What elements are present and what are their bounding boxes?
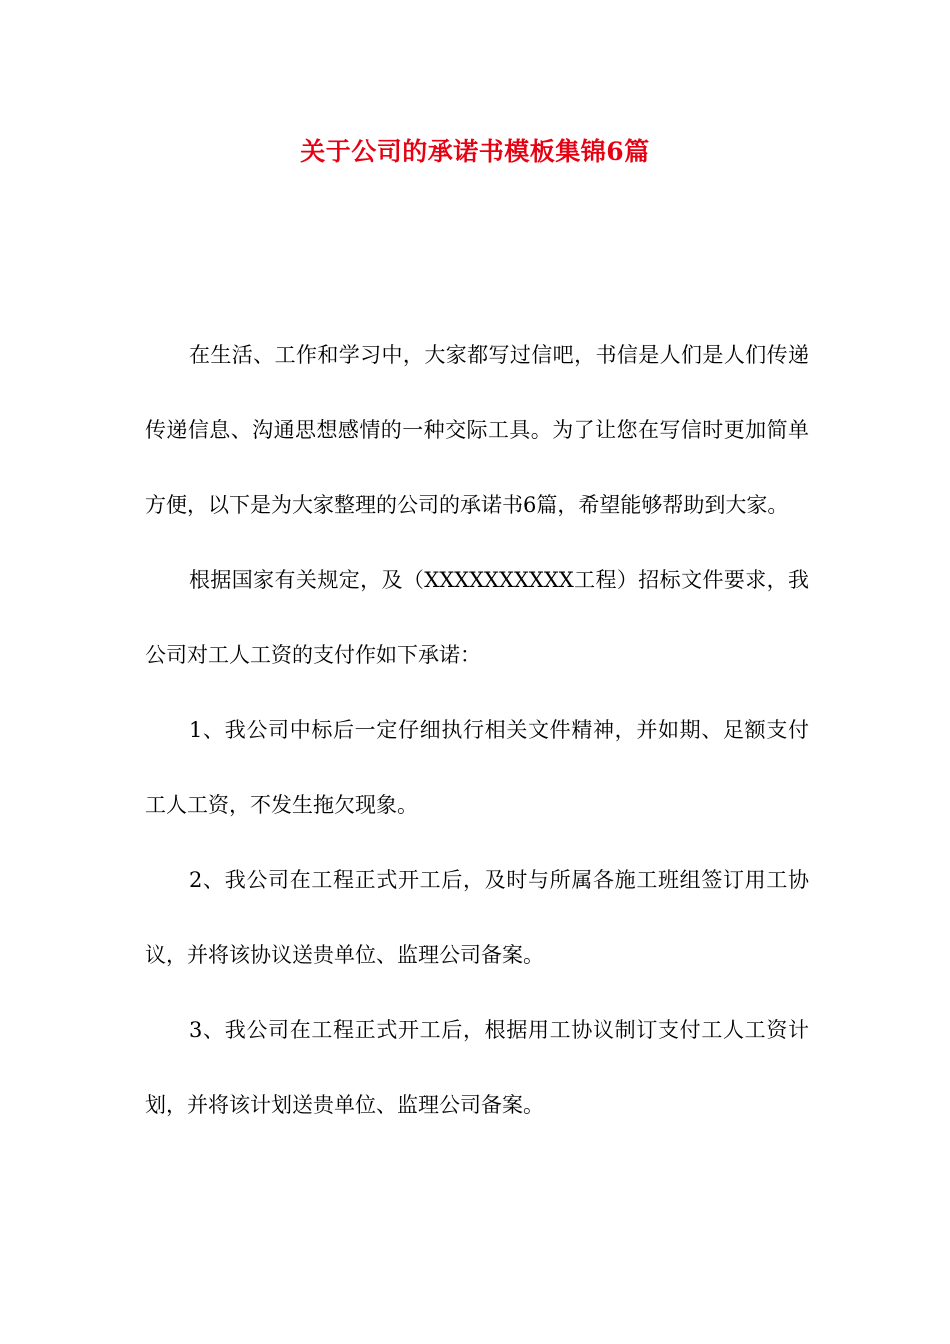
document-body [145, 318, 809, 1143]
paragraph-commitment-preamble: 根据国家有关规定，及（XXXXXXXXXX工程）招标文件要求，我公司对工人工资的支付作如下承诺： [145, 568, 809, 667]
paragraph-intro: 在生活、工作和学习中，大家都写过信吧，书信是人们是人们传递传递信息、沟通思想感情的一种交际工具。为了让您在写信时更加简单方便，以下是为大家整理的公司的承诺书6篇，希望能够帮助到大家。 [145, 343, 809, 517]
paragraph-item-3: 3、我公司在工程正式开工后，根据用工协议制订支付工人工资计划，并将该计划送贵单位、监理公司备案。 [145, 1018, 809, 1117]
document-title: 关于公司的承诺书模板集锦6篇 [300, 137, 650, 166]
paragraph-item-1: 1、我公司中标后一定仔细执行相关文件精神，并如期、足额支付工人工资，不发生拖欠现象。 [145, 718, 809, 817]
paragraph-item-2: 2、我公司在工程正式开工后，及时与所属各施工班组签订用工协议，并将该协议送贵单位、监理公司备案。 [145, 868, 809, 967]
